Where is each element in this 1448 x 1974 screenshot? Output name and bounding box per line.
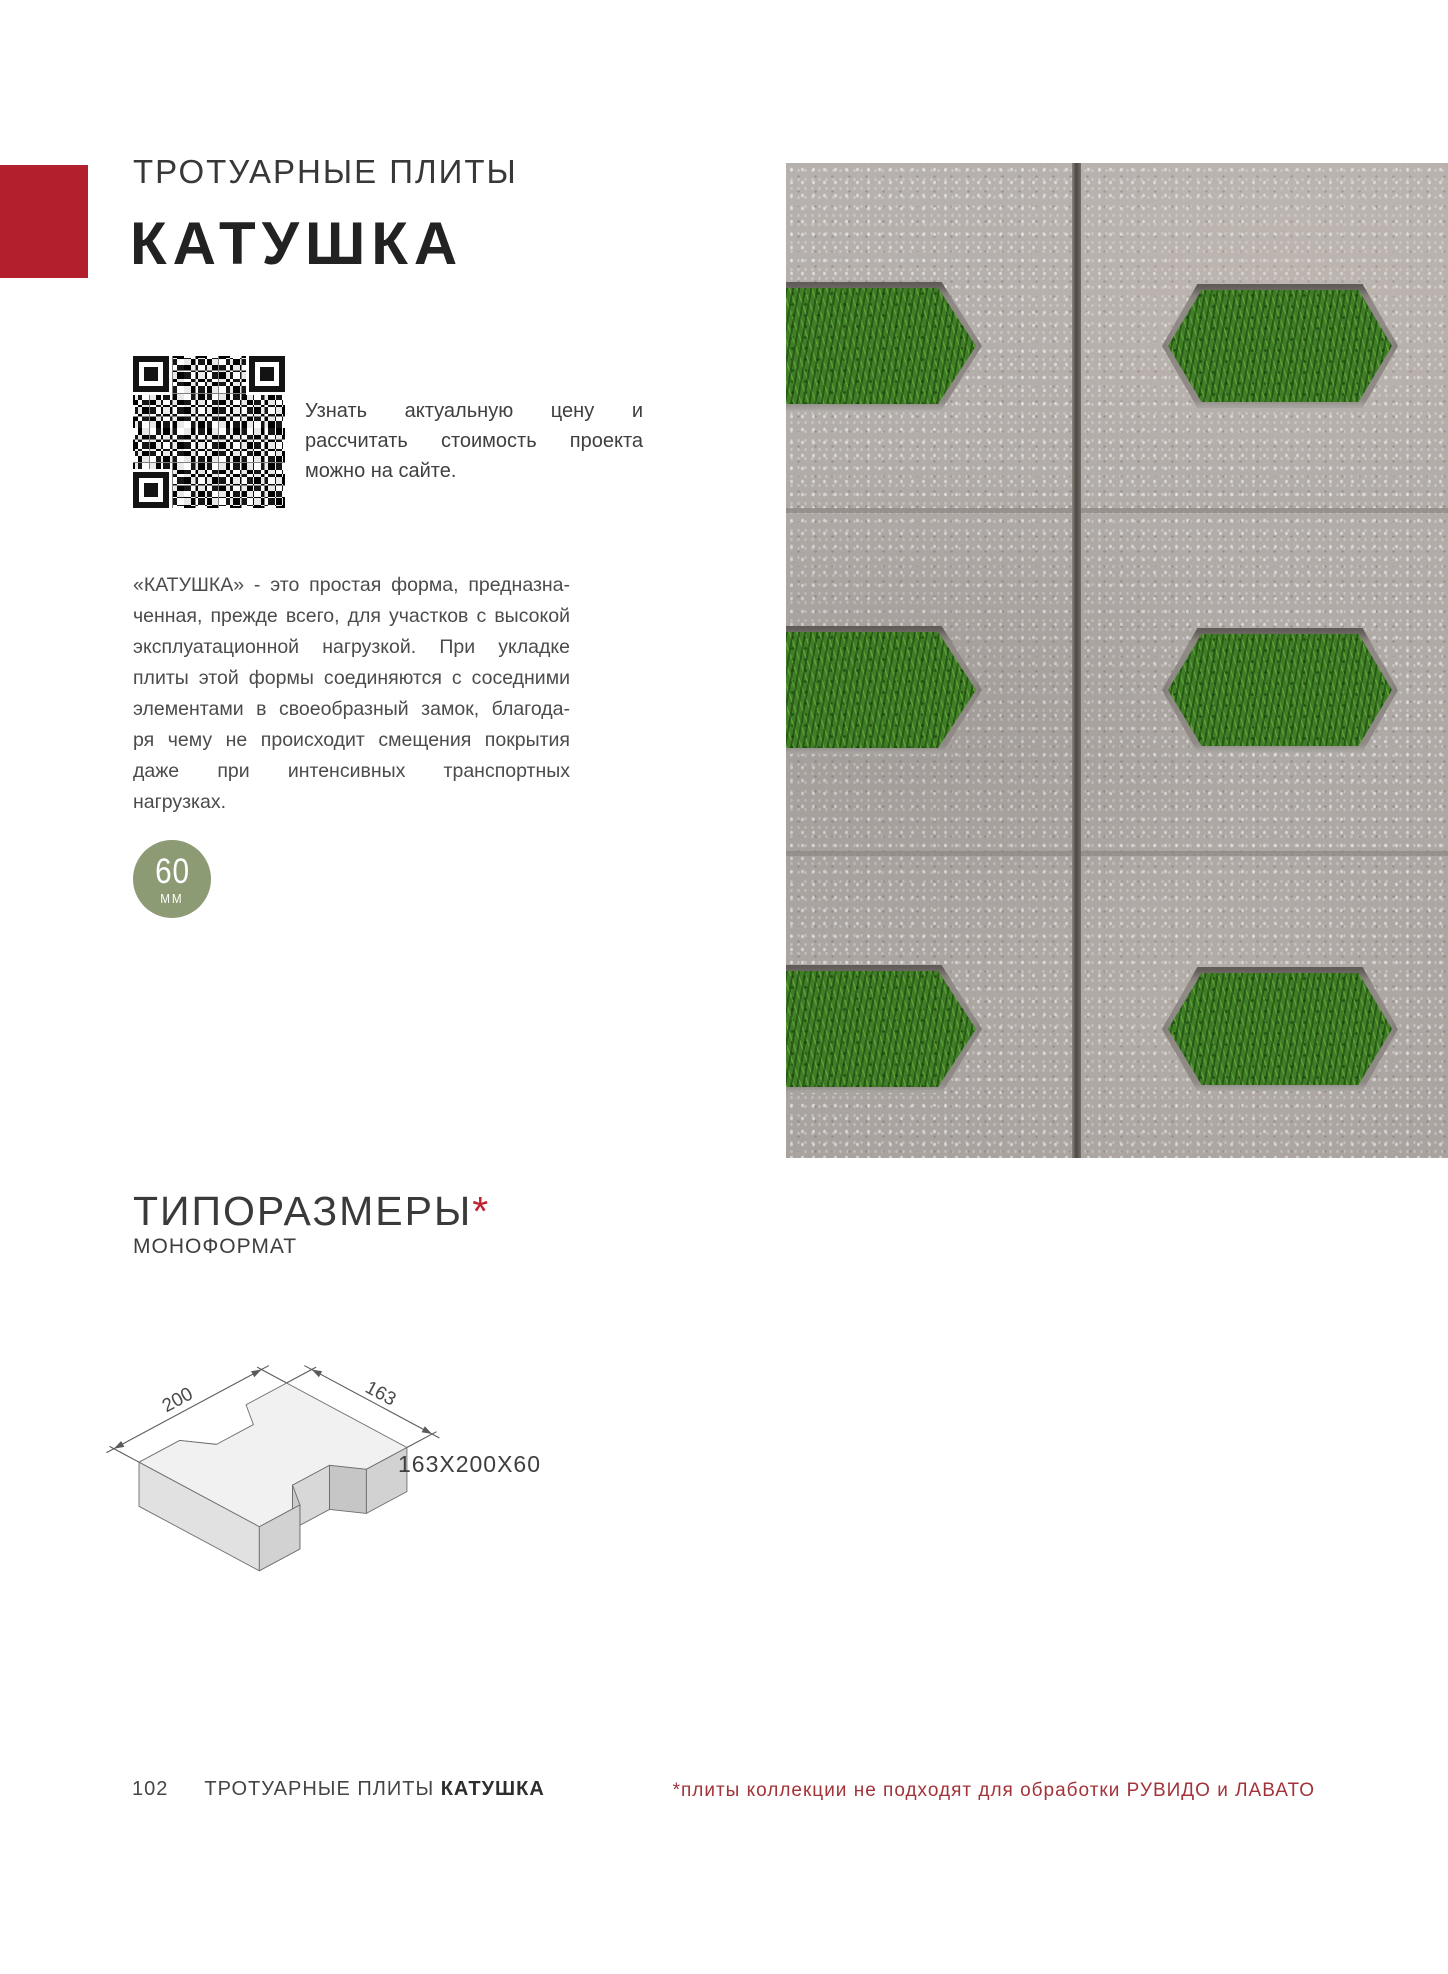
grass-recess bbox=[786, 965, 982, 1093]
description-line: эксплуатационной нагрузкой. При укладке bbox=[133, 636, 570, 658]
qr-caption: Узнать актуальную цену и рассчитать стоимость проекта можно на сайте. bbox=[305, 400, 643, 482]
brand-accent-square bbox=[0, 165, 88, 278]
grass-recess bbox=[786, 282, 982, 410]
paver-chamfer-face bbox=[329, 1465, 366, 1513]
grass-recess bbox=[1162, 967, 1398, 1091]
grass-patch bbox=[1168, 973, 1392, 1085]
footer-note: *плиты коллекции не подходят для обработки РУВИДО и ЛАВАТО bbox=[672, 1780, 1315, 1801]
thickness-badge bbox=[133, 840, 211, 918]
description-line: даже при интенсивных транспортных нагрузках. bbox=[133, 760, 570, 813]
footer bbox=[132, 1778, 545, 1801]
qr-finder-icon bbox=[249, 356, 285, 392]
product-photo bbox=[786, 163, 1448, 1158]
qr-finder-icon bbox=[133, 356, 169, 392]
page-title: КАТУШКА bbox=[130, 210, 464, 277]
grass-patch bbox=[1168, 290, 1392, 402]
description-line: ря чему не происходит смещения покрытия bbox=[133, 729, 570, 751]
dimension-label-depth: 163 bbox=[361, 1377, 400, 1411]
sizes-section-title bbox=[133, 1188, 490, 1235]
sizes-asterisk: * bbox=[472, 1188, 491, 1234]
arrowhead-icon bbox=[422, 1426, 432, 1434]
footer-breadcrumb bbox=[204, 1778, 544, 1801]
description-line: ченная, прежде всего, для участков с высокой bbox=[133, 605, 570, 627]
product-description bbox=[133, 570, 570, 818]
grass-recess bbox=[1162, 628, 1398, 752]
thickness-unit: ММ bbox=[160, 890, 184, 906]
footer-category: ТРОТУАРНЫЕ ПЛИТЫ bbox=[204, 1778, 435, 1800]
category-title: ТРОТУАРНЫЕ ПЛИТЫ bbox=[133, 153, 518, 190]
qr-code bbox=[133, 356, 285, 508]
arrowhead-icon bbox=[312, 1370, 322, 1378]
sizes-title-text: ТИПОРАЗМЕРЫ bbox=[133, 1188, 473, 1234]
grass-recess bbox=[1162, 284, 1398, 408]
footer-product: КАТУШКА bbox=[440, 1778, 545, 1800]
dimension-label-width: 200 bbox=[158, 1383, 197, 1417]
arrowhead-icon bbox=[251, 1370, 261, 1378]
grass-recess bbox=[786, 626, 982, 754]
description-line: элементами в своеобразный замок, благода- bbox=[133, 698, 570, 720]
page-number: 102 bbox=[132, 1778, 169, 1800]
description-line: плиты этой формы соединяются с соседними bbox=[133, 667, 570, 689]
grass-patch bbox=[786, 971, 976, 1087]
paver-dimension-diagram bbox=[103, 1356, 445, 1590]
tile-joint bbox=[786, 851, 1448, 856]
grass-patch bbox=[786, 288, 976, 404]
grass-patch bbox=[786, 632, 976, 748]
arrowhead-icon bbox=[114, 1441, 124, 1449]
grass-patch bbox=[1168, 634, 1392, 746]
qr-finder-icon bbox=[133, 472, 169, 508]
description-line: «КАТУШКА» - это простая форма, предназна- bbox=[133, 574, 570, 596]
tile-joint-vertical bbox=[1072, 163, 1081, 1158]
format-label: МОНОФОРМАТ bbox=[133, 1235, 298, 1258]
tile-joint bbox=[786, 508, 1448, 513]
size-value: 163X200X60 bbox=[398, 1451, 542, 1477]
thickness-value: 60 bbox=[154, 851, 190, 891]
